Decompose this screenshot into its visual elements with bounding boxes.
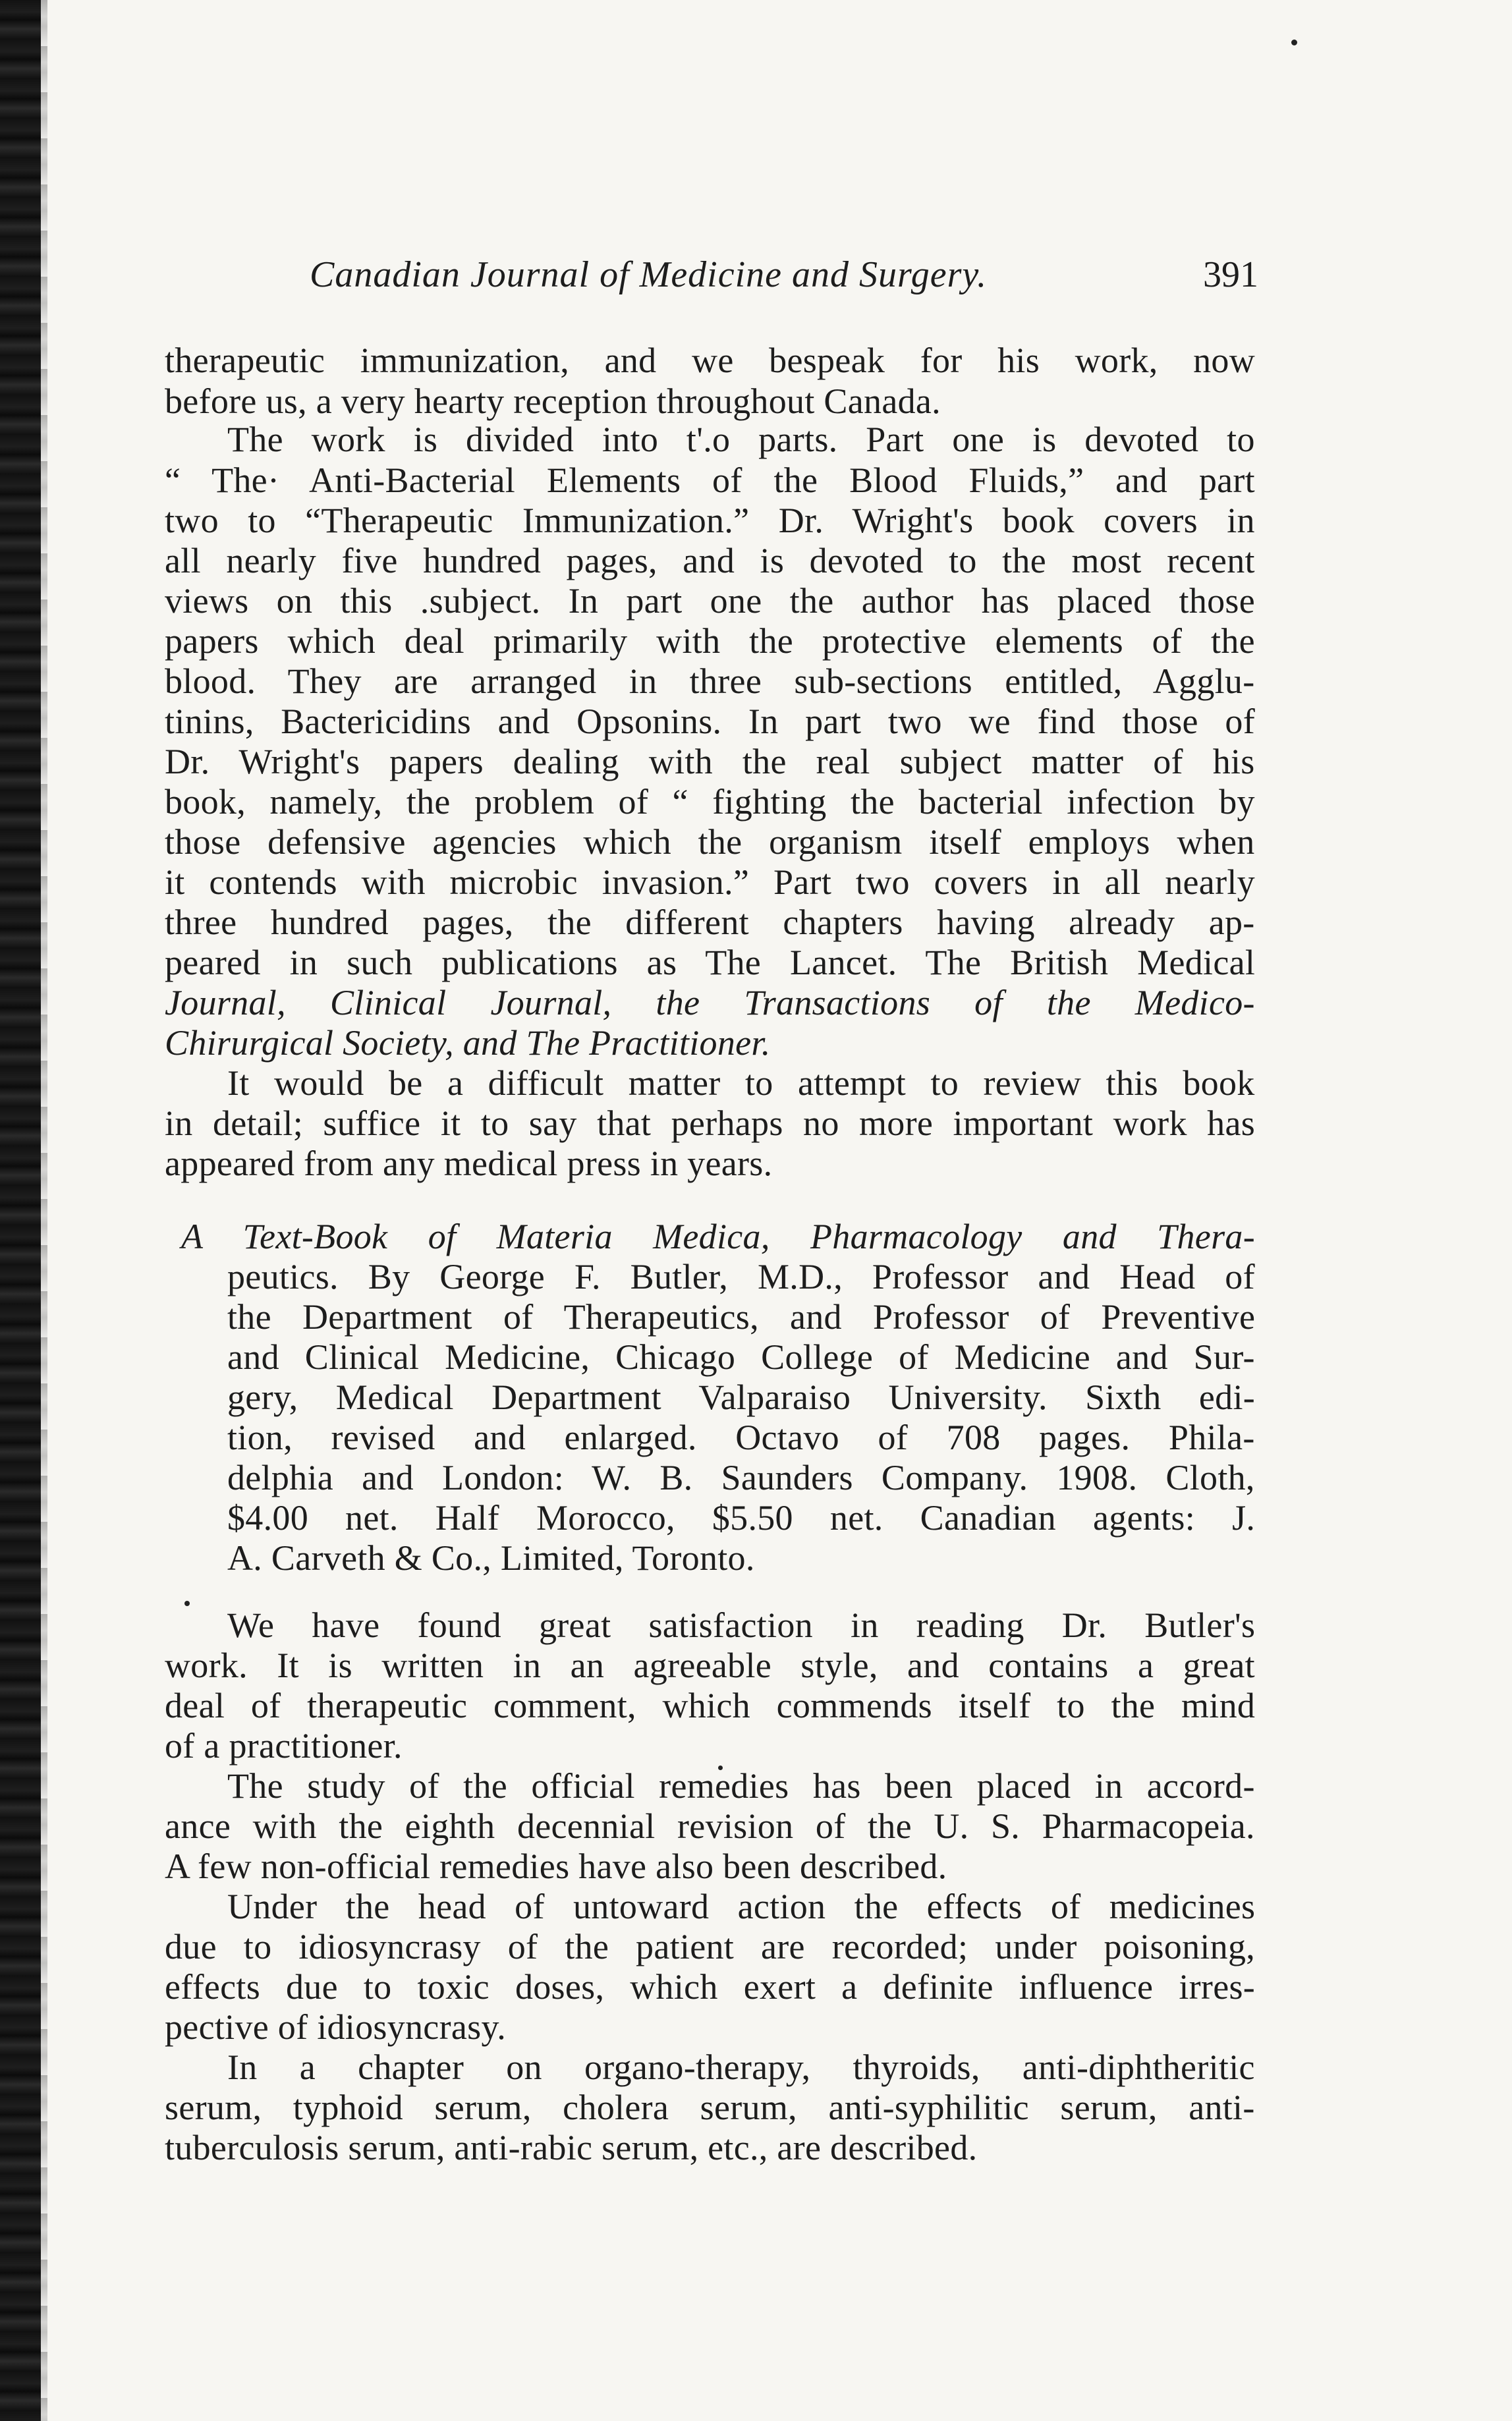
- text-line: tinins, Bactericidins and Opsonins. In part two we find those of: [165, 702, 1255, 741]
- text-line: two to “Therapeutic Immunization.” Dr. Wright's book covers in: [165, 501, 1255, 540]
- page-gutter-shadow: [41, 0, 47, 2421]
- text-line: papers which deal primarily with the protective elements of the: [165, 621, 1255, 661]
- text-line: In a chapter on organo-therapy, thyroids, anti-diphtheritic: [227, 2047, 1255, 2087]
- text-line: A few non-official remedies have also been described.: [165, 1847, 947, 1886]
- text-line: blood. They are arranged in three sub-sections entitled, Agglu-: [165, 661, 1255, 701]
- citation-line: gery, Medical Department Valparaiso University. Sixth edi-: [227, 1377, 1256, 1417]
- ink-speck: [184, 1601, 190, 1606]
- running-title: Canadian Journal of Medicine and Surgery.: [310, 254, 988, 295]
- running-header: [310, 254, 1258, 300]
- text-line: Chirurgical Society, and The Practitioner.: [165, 1023, 771, 1063]
- text-line: those defensive agencies which the organism itself employs when: [165, 822, 1255, 862]
- text-line: views on this .subject. In part one the author has placed those: [165, 581, 1256, 621]
- citation-line: $4.00 net. Half Morocco, $5.50 net. Canadian agents: J.: [227, 1498, 1256, 1538]
- text-line: of a practitioner.: [165, 1726, 403, 1766]
- citation-line: delphia and London: W. B. Saunders Company. 1908. Cloth,: [227, 1458, 1255, 1497]
- citation-line: tion, revised and enlarged. Octavo of 708 pages. Phila-: [227, 1418, 1255, 1457]
- text-line: three hundred pages, the different chapters having already ap-: [165, 903, 1255, 942]
- text-line: serum, typhoid serum, cholera serum, anti-syphilitic serum, anti-: [165, 2088, 1255, 2127]
- text-line: before us, a very hearty reception throughout Canada.: [165, 381, 941, 421]
- text-line: appeared from any medical press in years.: [165, 1144, 773, 1183]
- citation-line: the Department of Therapeutics, and Professor of Preventive: [227, 1297, 1256, 1337]
- text-line: it contends with microbic invasion.” Part two covers in all nearly: [165, 862, 1255, 902]
- page-number: 391: [1203, 254, 1258, 295]
- text-line: effects due to toxic doses, which exert a definite influence irres-: [165, 1967, 1256, 2007]
- text-line: ance with the eighth decennial revision of the U. S. Pharmacopeia.: [165, 1806, 1255, 1846]
- citation-line: A. Carveth & Co., Limited, Toronto.: [227, 1538, 755, 1578]
- text-line: The study of the official remedies has been placed in accord-: [227, 1766, 1255, 1806]
- text-line: deal of therapeutic comment, which commends itself to the mind: [165, 1686, 1256, 1725]
- text-line: peared in such publications as The Lancet. The British Medical: [165, 943, 1256, 982]
- text-line: “ The· Anti-Bacterial Elements of the Blood Fluids,” and part: [165, 460, 1255, 500]
- text-line: therapeutic immunization, and we bespeak for his work, now: [165, 341, 1256, 380]
- text-line: Journal, Clinical Journal, the Transactions of the Medico-: [165, 983, 1255, 1022]
- text-line: The work is divided into t'.o parts. Part one is devoted to: [227, 420, 1255, 459]
- citation-line: A Text-Book of Materia Medica, Pharmacology and Thera-: [181, 1217, 1255, 1256]
- book-binding-edge: [0, 0, 41, 2421]
- text-line: all nearly five hundred pages, and is devoted to the most recent: [165, 541, 1255, 580]
- text-line: due to idiosyncrasy of the patient are recorded; under poisoning,: [165, 1927, 1256, 1966]
- text-line: tuberculosis serum, anti-rabic serum, etc., are described.: [165, 2128, 978, 2167]
- text-line: book, namely, the problem of “ fighting the bacterial infection by: [165, 782, 1255, 821]
- text-line: pective of idiosyncrasy.: [165, 2007, 507, 2047]
- text-line: It would be a difficult matter to attempt to review this book: [227, 1063, 1255, 1103]
- citation-line: peutics. By George F. Butler, M.D., Professor and Head of: [227, 1257, 1255, 1296]
- ink-speck: [1291, 40, 1297, 45]
- text-line: Under the head of untoward action the effects of medicines: [227, 1887, 1256, 1926]
- text-line: We have found great satisfaction in reading Dr. Butler's: [227, 1605, 1256, 1645]
- text-line: in detail; suffice it to say that perhaps no more important work has: [165, 1103, 1256, 1143]
- text-line: work. It is written in an agreeable style, and contains a great: [165, 1646, 1255, 1685]
- citation-line: and Clinical Medicine, Chicago College of Medicine and Sur-: [227, 1337, 1255, 1377]
- text-line: Dr. Wright's papers dealing with the real subject matter of his: [165, 742, 1255, 781]
